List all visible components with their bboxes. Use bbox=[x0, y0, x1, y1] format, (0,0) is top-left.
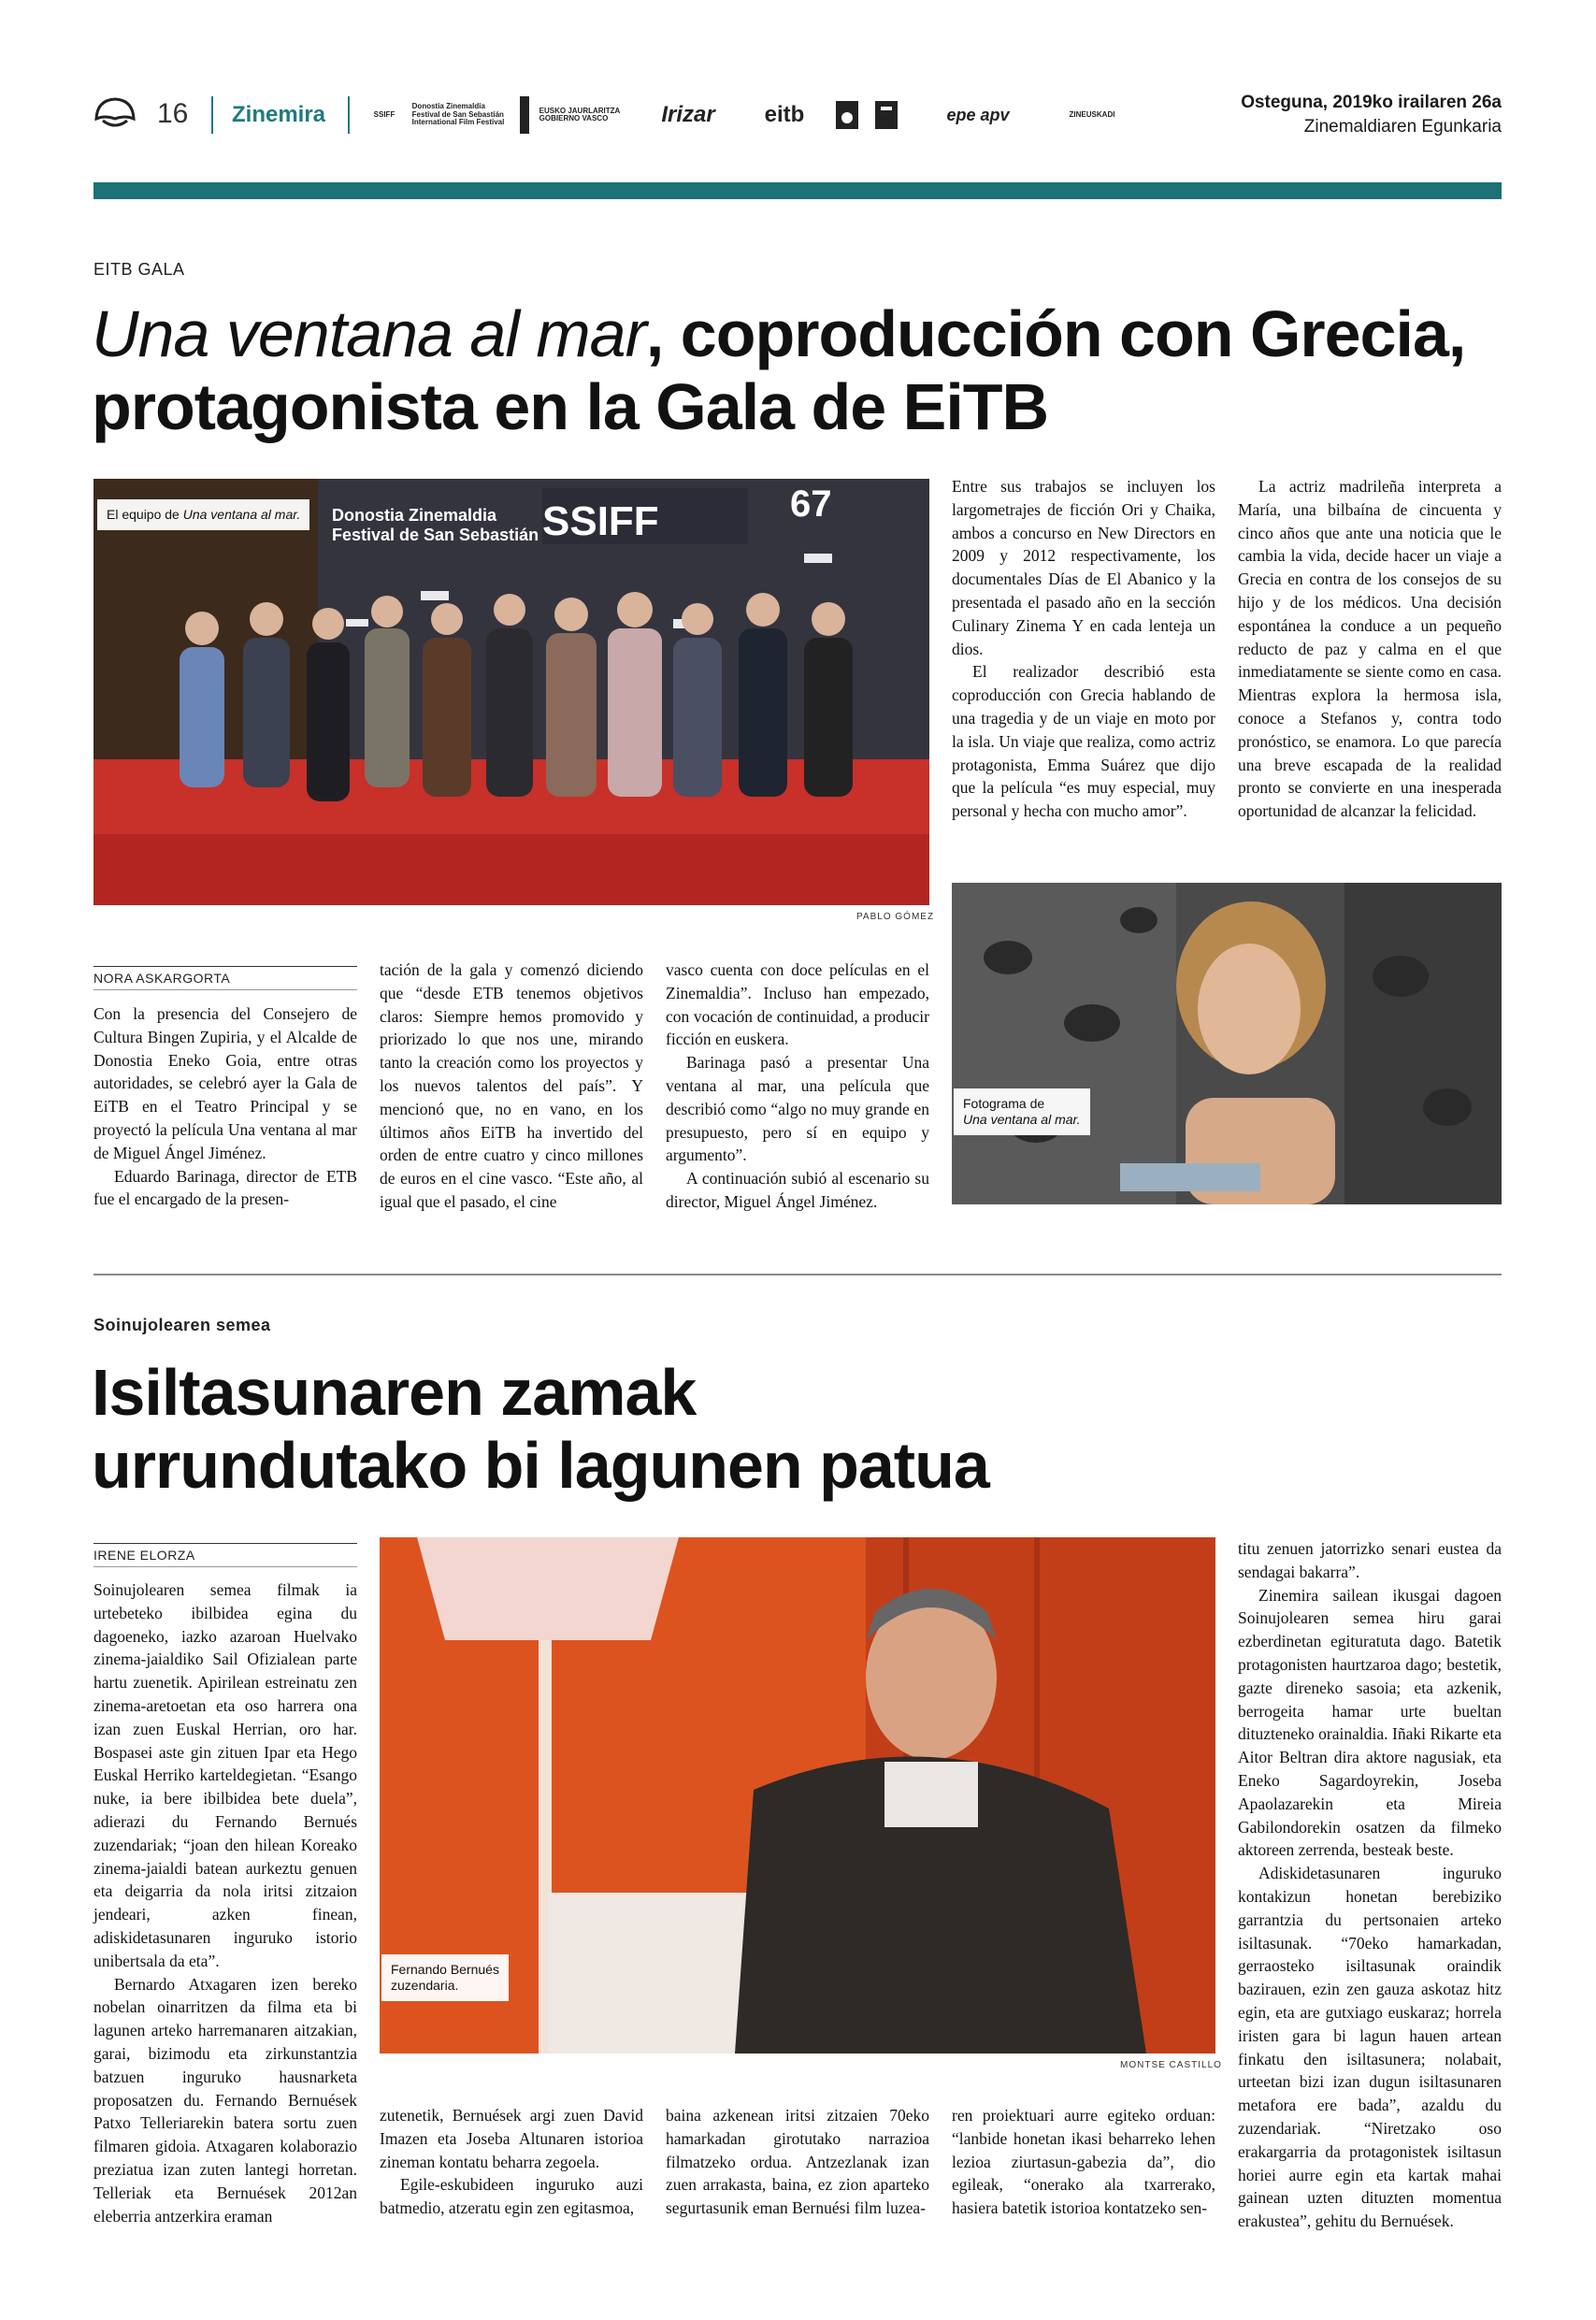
article1-col4: Entre sus trabajos se incluyen los largometrajes de ficción Ori y Chaika, ambos a concurso en New Directors en 2009 y 2012 respectivamente, los documentales Días de El Abanico y la presentada el pasado año en la sección Culinary Zinema Y en cada lenteja un dios. El realizador describió esta coproducción con Grecia hablando de una tragedia y de un viaje en moto por la isla. Un viaje que realiza, como actriz protagonista, Emma Suárez que dijo que la película “es muy especial, muy personal y hecha con mucho amor”. bbox=[952, 477, 1215, 821]
article1-headline-text: , coproducción con Grecia, protagonista en la Gala de EiTB bbox=[92, 297, 1466, 443]
director-portrait-photo bbox=[380, 1537, 1215, 2053]
film-still-caption: Fotograma de Una ventana al mar. bbox=[954, 1088, 1090, 1135]
article2-byline: IRENE ELORZA bbox=[93, 1543, 357, 1567]
backdrop-ssiff: SSIFF bbox=[542, 498, 659, 544]
epe-apv-logo: epe apv bbox=[946, 105, 1010, 124]
caption-film-title: Una ventana al mar. bbox=[963, 1112, 1081, 1127]
header-separator bbox=[348, 96, 350, 134]
article1-col5: La actriz madrileña interpreta a María, una bilbaína de cincuenta y cinco años que ante una noticia que le cambia la vida, decide hacer un viaje a Grecia en contra de los consejos de su hijo y de los médicos. Una decisión espontánea la conduce a un pequeño reducto de paz y calma en el que inmediatamente se siente como en casa. Mientras explora la hermosa isla, conoce a Stefanos y, contra todo pronóstico, se enamora. Lo que parecía una breve escapada de la realidad pronto se convierte en una inesperada oportunidad de alcanzar la felicidad. bbox=[1238, 477, 1502, 821]
sponsor-square-icon bbox=[871, 96, 901, 134]
article2-headline: Isiltasunaren zamak urrundutako bi lagunen patua bbox=[92, 1356, 989, 1502]
article2-col3: baina azkenean iritsi zitzaien 70eko hamarkadan girotutako narrazioa filmatzeko ordua. Antzezlanak izan zuen arrakasta, baina, ez zion aparteko segurtasunik eman Bernuési film luzea- bbox=[666, 2106, 929, 2218]
zineuskadi-logo: ZINEUSKADI bbox=[1069, 109, 1115, 119]
article1-col2: tación de la gala y comenzó diciendo que “desde ETB tenemos objetivos claros: Siempre hemos promovido y priorizado lo que nos une, mirando tanto la creación como los proyectos y los nuevos talentos del país”. Y mencionó que, no en vano, en los últimos años EiTB ha invertido del orden de entre cuatro y cinco millones de euros en el cine vasco. “Este año, al igual que el pasado, el cine bbox=[380, 960, 643, 1211]
gobierno-vasco-logo: EUSKO JAURLARITZA GOBIERNO VASCO bbox=[520, 96, 626, 134]
portrait-credit: MONTSE CASTILLO bbox=[1120, 2060, 1222, 2070]
section-name: Zinemira bbox=[232, 102, 326, 127]
gala-photo-credit: PABLO GÓMEZ bbox=[856, 912, 935, 922]
article1-col1: Con la presencia del Consejero de Cultura Bingen Zupiria, y el Alcalde de Donostia Eneko Goia, entre otras autoridades, se celebró ayer la Gala de EiTB en el Teatro Principal y se proyectó la película Una ventana al mar de Miguel Ángel Jiménez. Eduardo Barinaga, director de ETB fue el encargado de la presen- bbox=[93, 1004, 357, 1209]
festival-name-logo: Donostia Zinemaldia Festival de San Sebastián International Film Festival bbox=[411, 102, 505, 127]
article1-kicker: EITB GALA bbox=[93, 260, 185, 279]
article2-col5: titu zenuen jatorrizko senari eustea da sendagai bakarra”. Zinemira sailean ikusgai dagoen Soinujolearen semea hiru garai ezberdinetan egituratuta dago. Batetik protagonisten haurtzaroa dago; bestetik, gazte direneko sasoia; eta azkenik, berrogeita hamar urte bueltan dituzteneko orainaldia. Iñaki Rikarte eta Aitor Beltran dira aktore nagusiak, eta Eneko Sagardoyrekin, Joseba Apaolazarekin eta Mireia Gabilondorekin osatzen da filmeko aktoreen zerrenda, besteak beste. Adiskidetasunaren inguruko kontakizun honetan berebiziko garrantzia du pertsonaien arteko isiltasunak. “70eko hamarkadan, gerraosteko isiltasunak oraindik bazirauen, ezin zen gauza askotaz hitz egin, eta are gutxiago euskaraz; horrela iristen gara bi lagun hauen artean finkatu den isiltasunera; nolabait, urteetan bizi izan dugun isiltasunaren metafora ere bada”, azaldu du zuzendariak. “Niretzako oso erakargarria da protagonistek isiltasun horiei aurre egin eta kartak mahai gainean uzten dituzten momentua erakustea”, gehitu du Bernuések. bbox=[1238, 1539, 1502, 2231]
issue-date: Osteguna, 2019ko irailaren 26a bbox=[1241, 93, 1502, 112]
article2-col4: ren proiektuari aurre egiteko orduan: “lanbide honetan ikasi beharreko lehen lezioa ziurtasun-gabezia da”, dio egileak, “onerako ala txarrerako, hasiera batetik istorioa kontatzeko sen- bbox=[952, 2106, 1215, 2218]
article1-headline bbox=[92, 297, 1494, 443]
backdrop-number: 67 bbox=[790, 483, 832, 525]
article-divider bbox=[93, 1274, 1502, 1275]
article1-headline-film-title: Una ventana al mar bbox=[92, 297, 646, 370]
film-still-image bbox=[952, 883, 1502, 1204]
article1-col3: vasco cuenta con doce películas en el Zinemaldia”. Incluso han empezado, con vocación de continuidad, a producir ficción en euskera. Barinaga pasó a presentar Una ventana al mar, una película que describió como “algo no muy grande en presupuesto, pero sí en equipo y argumento”. A continuación subió al escenario su director, Miguel Ángel Jiménez. bbox=[666, 960, 929, 1211]
gala-group-photo bbox=[93, 479, 929, 905]
page-header bbox=[93, 89, 1502, 145]
backdrop-line1: Donostia Zinemaldia bbox=[332, 506, 497, 525]
caption-film-title: Una ventana al mar. bbox=[182, 507, 301, 522]
film-still-photo bbox=[952, 883, 1502, 1204]
irizar-logo: Irizar bbox=[661, 102, 715, 128]
header-rule bbox=[93, 182, 1502, 199]
article2-col2: zutenetik, Bernuések argi zuen David Imazen eta Joseba Altunaren istorioa zineman kontatu beharra zegoela. Egile-eskubideen inguruko auzi batmedio, atzeratu egin zen egitasmoa, bbox=[380, 2106, 643, 2218]
article2-kicker: Soinujolearen semea bbox=[93, 1316, 271, 1334]
article1-byline: NORA ASKARGORTA bbox=[93, 966, 357, 990]
header-separator bbox=[211, 96, 213, 134]
date-block bbox=[1241, 91, 1502, 139]
portrait-caption: Fernando Bernués zuzendaria. bbox=[381, 1954, 509, 2001]
gala-photo-caption: El equipo de Una ventana al mar. bbox=[97, 499, 309, 530]
page-number: 16 bbox=[157, 98, 189, 129]
shell-logo-icon bbox=[93, 96, 137, 132]
ssiff-logo: SSIFF bbox=[373, 109, 395, 119]
publication-name: Zinemaldiaren Egunkaria bbox=[1303, 117, 1502, 137]
gala-group-photo-image bbox=[93, 479, 929, 905]
article2-col1: Soinujolearen semea filmak ia urtebeteko ibilbidea egina du dagoeneko, iazko azaroan Huelvako zinema-jaialdiko Sail Ofizialean parte hartu zuenetik. Apirilean estreinatu zen zinema-aretoetan eta oso harrera ona izan zuen Euskal Herrian, oro har. Bospasei aste gin zituen Ipar eta Hego Euskal Herriko karteldegietan. “Esango nuke, ia bere ibilbidea bete duela”, adierazi du Fernando Bernués zuzendariak; “joan den hilean Koreako zinema-jaialdi batean aurkeztu genuen eta deigarria da nola iritsi zitzaion jendeari, azken finean, adiskidetasunaren inguruko istorio unibertsala da eta”. Bernardo Atxagaren izen bereko nobelan oinarritzen da filma eta bi lagunen arteko harremanaren aitzakian, garai, bizimodu eta zirkunstantzia batzuen inguruko hausnarketa proposatzen du. Fernando Bernuések Patxo Telleriarekin batera sortu zuen filmaren gidoia. Atxagaren kolaborazio preziatua izan zuten lantegi horretan. Telleriak eta Bernuések 2012an eleberria antzerkira eraman bbox=[93, 1580, 357, 2226]
eitb-logo: eitb bbox=[764, 102, 805, 128]
sponsor-badge-icon bbox=[832, 96, 862, 134]
backdrop-line2: Festival de San Sebastián bbox=[332, 526, 539, 544]
